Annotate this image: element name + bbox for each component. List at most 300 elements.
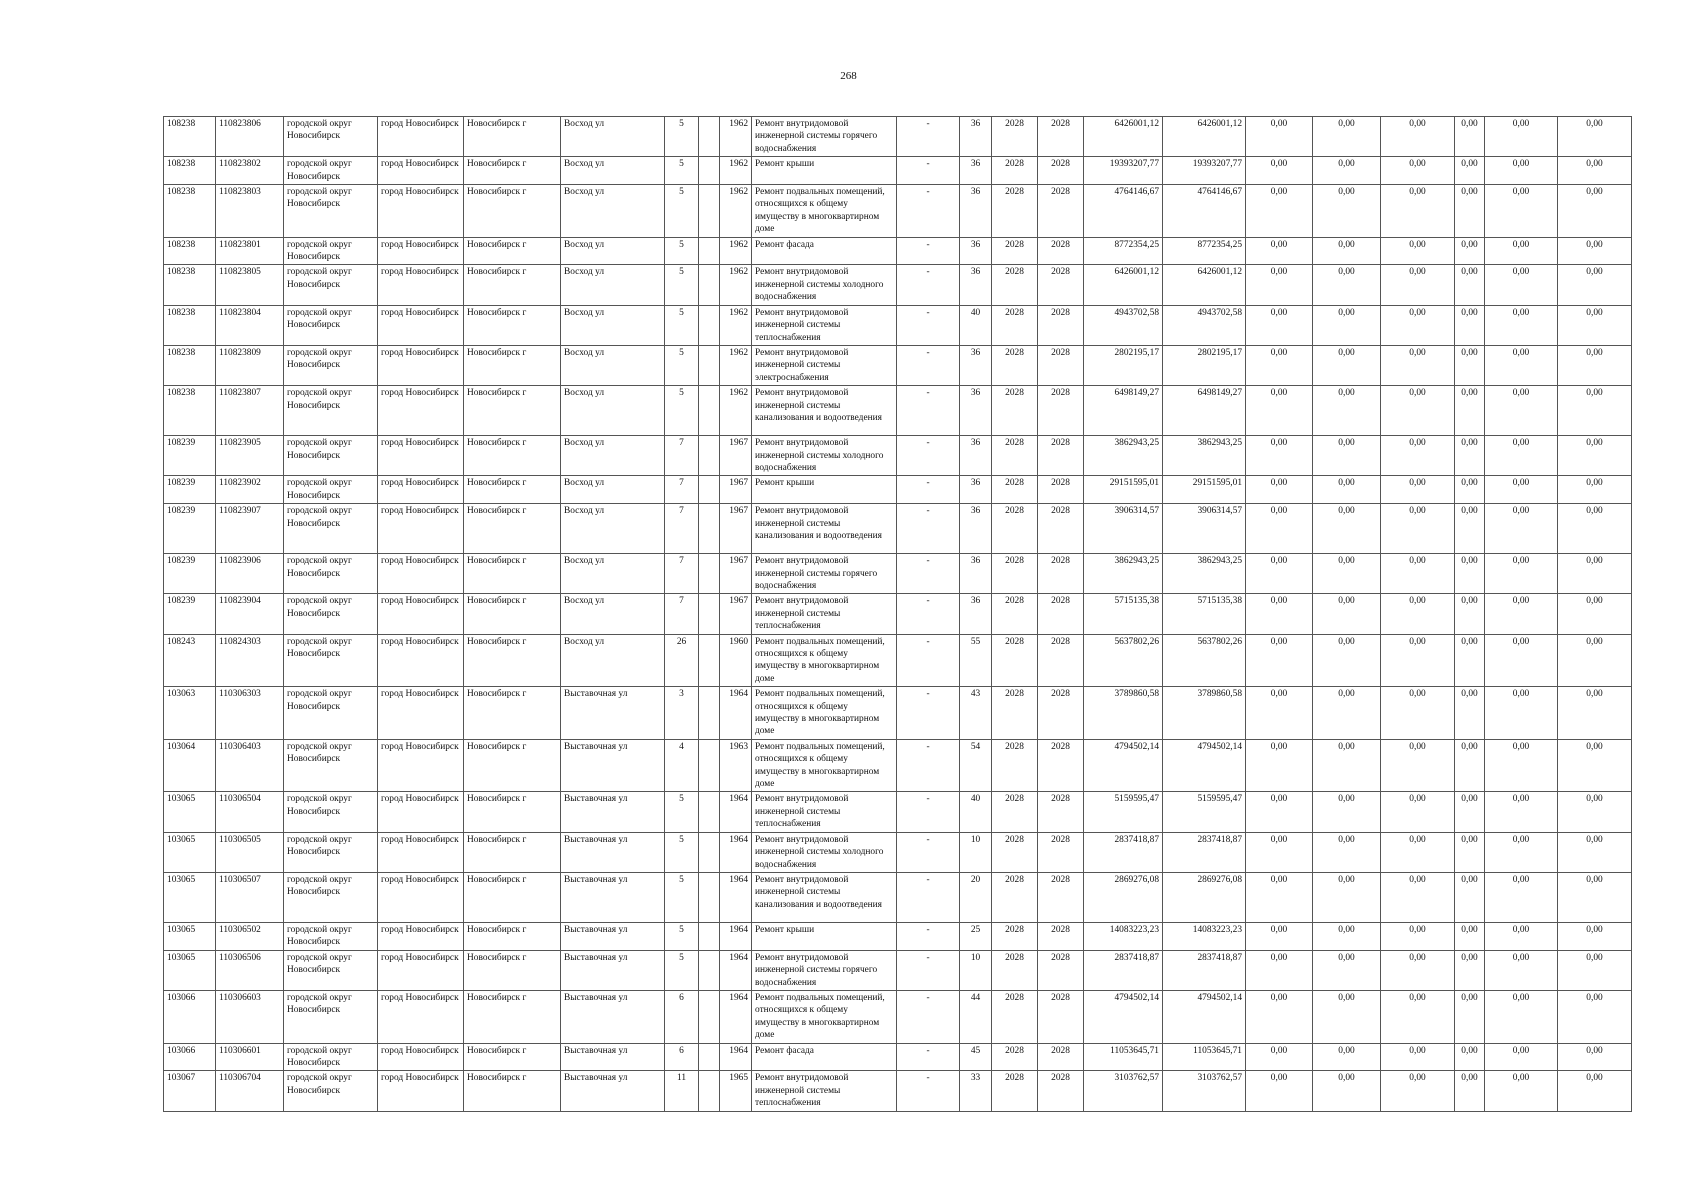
record-id-cell: 103066 (164, 1043, 216, 1071)
work-type-cell: Ремонт внутридомовой инженерной системы канализования и водоотведения (752, 872, 897, 922)
year-start-cell: 2028 (992, 922, 1038, 950)
fund-1-cell: 0,00 (1246, 237, 1313, 265)
cost-amount-cell: 6426001,12 (1163, 117, 1246, 157)
settlement-cell: город Новосибирск (378, 832, 464, 872)
fund-6-cell: 0,00 (1558, 476, 1632, 504)
fund-2-cell: 0,00 (1313, 922, 1381, 950)
table-row (164, 265, 1632, 305)
work-id-cell: 110306303 (216, 687, 284, 740)
year-start-cell: 2028 (992, 386, 1038, 436)
table-row (164, 436, 1632, 476)
municipality-cell: городской округ Новосибирск (284, 594, 378, 634)
note-cell: - (897, 950, 960, 990)
fund-4-cell: 0,00 (1455, 476, 1485, 504)
fund-5-cell: 0,00 (1485, 345, 1558, 385)
record-id-cell: 103065 (164, 792, 216, 832)
work-id-cell: 110306704 (216, 1071, 284, 1111)
street-cell: Восход ул (561, 554, 665, 594)
table-row (164, 950, 1632, 990)
house-number-cell: 5 (665, 792, 699, 832)
build-year-cell: 1962 (720, 386, 752, 436)
fund-1-cell: 0,00 (1246, 476, 1313, 504)
fund-2-cell: 0,00 (1313, 476, 1381, 504)
house-number-cell: 5 (665, 872, 699, 922)
note-cell: - (897, 1043, 960, 1071)
work-id-cell: 110823809 (216, 345, 284, 385)
city-cell: Новосибирск г (464, 739, 561, 792)
table-row (164, 117, 1632, 157)
year-end-cell: 2028 (1038, 185, 1084, 238)
year-start-cell: 2028 (992, 990, 1038, 1043)
total-cost-cell: 5637802,26 (1084, 634, 1163, 687)
year-end-cell: 2028 (1038, 305, 1084, 345)
work-id-cell: 110824303 (216, 634, 284, 687)
cost-amount-cell: 8772354,25 (1163, 237, 1246, 265)
city-cell: Новосибирск г (464, 117, 561, 157)
building-cell (699, 386, 720, 436)
work-id-cell: 110823802 (216, 157, 284, 185)
cost-amount-cell: 11053645,71 (1163, 1043, 1246, 1071)
fund-4-cell: 0,00 (1455, 739, 1485, 792)
fund-4-cell: 0,00 (1455, 345, 1485, 385)
work-type-cell: Ремонт крыши (752, 157, 897, 185)
building-cell (699, 305, 720, 345)
note-cell: - (897, 157, 960, 185)
fund-2-cell: 0,00 (1313, 185, 1381, 238)
work-id-cell: 110823907 (216, 504, 284, 554)
work-id-cell: 110306403 (216, 739, 284, 792)
total-cost-cell: 2869276,08 (1084, 872, 1163, 922)
fund-2-cell: 0,00 (1313, 1071, 1381, 1111)
fund-1-cell: 0,00 (1246, 185, 1313, 238)
total-cost-cell: 2802195,17 (1084, 345, 1163, 385)
fund-4-cell: 0,00 (1455, 265, 1485, 305)
total-cost-cell: 5715135,38 (1084, 594, 1163, 634)
year-end-cell: 2028 (1038, 990, 1084, 1043)
work-id-cell: 110823904 (216, 594, 284, 634)
fund-3-cell: 0,00 (1381, 436, 1455, 476)
house-number-cell: 26 (665, 634, 699, 687)
fund-2-cell: 0,00 (1313, 345, 1381, 385)
build-year-cell: 1962 (720, 157, 752, 185)
fund-4-cell: 0,00 (1455, 922, 1485, 950)
work-type-cell: Ремонт крыши (752, 922, 897, 950)
wear-percent-cell: 55 (960, 634, 992, 687)
street-cell: Восход ул (561, 594, 665, 634)
municipality-cell: городской округ Новосибирск (284, 305, 378, 345)
build-year-cell: 1964 (720, 687, 752, 740)
street-cell: Восход ул (561, 634, 665, 687)
street-cell: Восход ул (561, 185, 665, 238)
cost-amount-cell: 3789860,58 (1163, 687, 1246, 740)
building-cell (699, 265, 720, 305)
total-cost-cell: 11053645,71 (1084, 1043, 1163, 1071)
fund-6-cell: 0,00 (1558, 739, 1632, 792)
fund-4-cell: 0,00 (1455, 237, 1485, 265)
work-id-cell: 110306502 (216, 922, 284, 950)
record-id-cell: 103067 (164, 1071, 216, 1111)
fund-6-cell: 0,00 (1558, 117, 1632, 157)
city-cell: Новосибирск г (464, 157, 561, 185)
work-type-cell: Ремонт внутридомовой инженерной системы холодного водоснабжения (752, 832, 897, 872)
work-type-cell: Ремонт внутридомовой инженерной системы канализования и водоотведения (752, 386, 897, 436)
fund-4-cell: 0,00 (1455, 1043, 1485, 1071)
house-number-cell: 5 (665, 265, 699, 305)
building-cell (699, 950, 720, 990)
build-year-cell: 1962 (720, 265, 752, 305)
building-cell (699, 345, 720, 385)
city-cell: Новосибирск г (464, 1071, 561, 1111)
street-cell: Восход ул (561, 386, 665, 436)
house-number-cell: 7 (665, 436, 699, 476)
fund-4-cell: 0,00 (1455, 832, 1485, 872)
fund-6-cell: 0,00 (1558, 634, 1632, 687)
building-cell (699, 436, 720, 476)
record-id-cell: 108238 (164, 386, 216, 436)
building-cell (699, 832, 720, 872)
build-year-cell: 1963 (720, 739, 752, 792)
fund-5-cell: 0,00 (1485, 792, 1558, 832)
fund-4-cell: 0,00 (1455, 792, 1485, 832)
street-cell: Выставочная ул (561, 832, 665, 872)
fund-3-cell: 0,00 (1381, 305, 1455, 345)
fund-3-cell: 0,00 (1381, 117, 1455, 157)
settlement-cell: город Новосибирск (378, 476, 464, 504)
table-row (164, 832, 1632, 872)
total-cost-cell: 4764146,67 (1084, 185, 1163, 238)
building-cell (699, 872, 720, 922)
build-year-cell: 1964 (720, 990, 752, 1043)
year-start-cell: 2028 (992, 305, 1038, 345)
building-cell (699, 237, 720, 265)
municipality-cell: городской округ Новосибирск (284, 687, 378, 740)
build-year-cell: 1962 (720, 345, 752, 385)
house-number-cell: 11 (665, 1071, 699, 1111)
fund-6-cell: 0,00 (1558, 157, 1632, 185)
build-year-cell: 1962 (720, 185, 752, 238)
fund-3-cell: 0,00 (1381, 237, 1455, 265)
fund-2-cell: 0,00 (1313, 386, 1381, 436)
fund-5-cell: 0,00 (1485, 305, 1558, 345)
fund-4-cell: 0,00 (1455, 634, 1485, 687)
street-cell: Выставочная ул (561, 1043, 665, 1071)
note-cell: - (897, 594, 960, 634)
work-type-cell: Ремонт внутридомовой инженерной системы теплоснабжения (752, 305, 897, 345)
note-cell: - (897, 504, 960, 554)
settlement-cell: город Новосибирск (378, 185, 464, 238)
city-cell: Новосибирск г (464, 950, 561, 990)
year-end-cell: 2028 (1038, 554, 1084, 594)
note-cell: - (897, 476, 960, 504)
cost-amount-cell: 2802195,17 (1163, 345, 1246, 385)
house-number-cell: 5 (665, 117, 699, 157)
municipality-cell: городской округ Новосибирск (284, 1043, 378, 1071)
building-cell (699, 594, 720, 634)
note-cell: - (897, 436, 960, 476)
settlement-cell: город Новосибирск (378, 990, 464, 1043)
municipality-cell: городской округ Новосибирск (284, 436, 378, 476)
record-id-cell: 103065 (164, 872, 216, 922)
building-cell (699, 504, 720, 554)
house-number-cell: 5 (665, 345, 699, 385)
table-row (164, 185, 1632, 238)
building-cell (699, 185, 720, 238)
fund-6-cell: 0,00 (1558, 554, 1632, 594)
fund-3-cell: 0,00 (1381, 554, 1455, 594)
municipality-cell: городской округ Новосибирск (284, 792, 378, 832)
year-end-cell: 2028 (1038, 117, 1084, 157)
note-cell: - (897, 117, 960, 157)
fund-4-cell: 0,00 (1455, 185, 1485, 238)
year-start-cell: 2028 (992, 345, 1038, 385)
fund-1-cell: 0,00 (1246, 634, 1313, 687)
work-id-cell: 110306504 (216, 792, 284, 832)
record-id-cell: 108238 (164, 345, 216, 385)
fund-3-cell: 0,00 (1381, 594, 1455, 634)
fund-5-cell: 0,00 (1485, 687, 1558, 740)
fund-5-cell: 0,00 (1485, 185, 1558, 238)
fund-3-cell: 0,00 (1381, 739, 1455, 792)
fund-5-cell: 0,00 (1485, 950, 1558, 990)
year-start-cell: 2028 (992, 792, 1038, 832)
street-cell: Восход ул (561, 504, 665, 554)
record-id-cell: 108239 (164, 554, 216, 594)
fund-5-cell: 0,00 (1485, 739, 1558, 792)
total-cost-cell: 4794502,14 (1084, 739, 1163, 792)
fund-5-cell: 0,00 (1485, 594, 1558, 634)
wear-percent-cell: 36 (960, 185, 992, 238)
work-id-cell: 110823806 (216, 117, 284, 157)
city-cell: Новосибирск г (464, 634, 561, 687)
build-year-cell: 1964 (720, 832, 752, 872)
wear-percent-cell: 36 (960, 386, 992, 436)
wear-percent-cell: 10 (960, 832, 992, 872)
fund-1-cell: 0,00 (1246, 554, 1313, 594)
record-id-cell: 108238 (164, 237, 216, 265)
year-end-cell: 2028 (1038, 157, 1084, 185)
house-number-cell: 5 (665, 386, 699, 436)
year-end-cell: 2028 (1038, 386, 1084, 436)
cost-amount-cell: 19393207,77 (1163, 157, 1246, 185)
fund-6-cell: 0,00 (1558, 922, 1632, 950)
house-number-cell: 5 (665, 237, 699, 265)
fund-1-cell: 0,00 (1246, 305, 1313, 345)
fund-2-cell: 0,00 (1313, 872, 1381, 922)
fund-1-cell: 0,00 (1246, 436, 1313, 476)
year-start-cell: 2028 (992, 157, 1038, 185)
wear-percent-cell: 20 (960, 872, 992, 922)
fund-6-cell: 0,00 (1558, 687, 1632, 740)
cost-amount-cell: 2869276,08 (1163, 872, 1246, 922)
build-year-cell: 1962 (720, 117, 752, 157)
work-type-cell: Ремонт внутридомовой инженерной системы электроснабжения (752, 345, 897, 385)
fund-3-cell: 0,00 (1381, 345, 1455, 385)
fund-1-cell: 0,00 (1246, 950, 1313, 990)
wear-percent-cell: 36 (960, 554, 992, 594)
build-year-cell: 1967 (720, 476, 752, 504)
settlement-cell: город Новосибирск (378, 504, 464, 554)
city-cell: Новосибирск г (464, 990, 561, 1043)
work-id-cell: 110823905 (216, 436, 284, 476)
fund-3-cell: 0,00 (1381, 687, 1455, 740)
fund-3-cell: 0,00 (1381, 634, 1455, 687)
total-cost-cell: 5159595,47 (1084, 792, 1163, 832)
table-row (164, 554, 1632, 594)
record-id-cell: 108238 (164, 305, 216, 345)
cost-amount-cell: 29151595,01 (1163, 476, 1246, 504)
build-year-cell: 1965 (720, 1071, 752, 1111)
work-type-cell: Ремонт внутридомовой инженерной системы канализования и водоотведения (752, 504, 897, 554)
build-year-cell: 1964 (720, 872, 752, 922)
municipality-cell: городской округ Новосибирск (284, 117, 378, 157)
house-number-cell: 6 (665, 990, 699, 1043)
total-cost-cell: 29151595,01 (1084, 476, 1163, 504)
building-cell (699, 554, 720, 594)
build-year-cell: 1967 (720, 554, 752, 594)
build-year-cell: 1967 (720, 594, 752, 634)
work-id-cell: 110306601 (216, 1043, 284, 1071)
work-type-cell: Ремонт подвальных помещений, относящихся к общему имуществу в многоквартирном доме (752, 687, 897, 740)
fund-5-cell: 0,00 (1485, 436, 1558, 476)
fund-2-cell: 0,00 (1313, 634, 1381, 687)
fund-1-cell: 0,00 (1246, 117, 1313, 157)
fund-2-cell: 0,00 (1313, 594, 1381, 634)
cost-amount-cell: 5715135,38 (1163, 594, 1246, 634)
house-number-cell: 4 (665, 739, 699, 792)
fund-3-cell: 0,00 (1381, 386, 1455, 436)
work-type-cell: Ремонт внутридомовой инженерной системы теплоснабжения (752, 1071, 897, 1111)
build-year-cell: 1964 (720, 922, 752, 950)
work-type-cell: Ремонт крыши (752, 476, 897, 504)
page-number: 268 (840, 70, 857, 82)
municipality-cell: городской округ Новосибирск (284, 990, 378, 1043)
note-cell: - (897, 990, 960, 1043)
house-number-cell: 7 (665, 554, 699, 594)
city-cell: Новосибирск г (464, 792, 561, 832)
fund-5-cell: 0,00 (1485, 990, 1558, 1043)
total-cost-cell: 6426001,12 (1084, 117, 1163, 157)
fund-4-cell: 0,00 (1455, 504, 1485, 554)
work-type-cell: Ремонт фасада (752, 1043, 897, 1071)
street-cell: Выставочная ул (561, 950, 665, 990)
build-year-cell: 1964 (720, 1043, 752, 1071)
fund-2-cell: 0,00 (1313, 1043, 1381, 1071)
house-number-cell: 5 (665, 185, 699, 238)
wear-percent-cell: 40 (960, 792, 992, 832)
municipality-cell: городской округ Новосибирск (284, 237, 378, 265)
municipality-cell: городской округ Новосибирск (284, 386, 378, 436)
fund-4-cell: 0,00 (1455, 1071, 1485, 1111)
record-id-cell: 103065 (164, 950, 216, 990)
street-cell: Выставочная ул (561, 872, 665, 922)
year-start-cell: 2028 (992, 504, 1038, 554)
municipality-cell: городской округ Новосибирск (284, 504, 378, 554)
table-row (164, 345, 1632, 385)
fund-5-cell: 0,00 (1485, 832, 1558, 872)
year-start-cell: 2028 (992, 1043, 1038, 1071)
fund-6-cell: 0,00 (1558, 436, 1632, 476)
wear-percent-cell: 44 (960, 990, 992, 1043)
year-start-cell: 2028 (992, 185, 1038, 238)
work-id-cell: 110306603 (216, 990, 284, 1043)
city-cell: Новосибирск г (464, 185, 561, 238)
wear-percent-cell: 10 (960, 950, 992, 990)
fund-5-cell: 0,00 (1485, 922, 1558, 950)
note-cell: - (897, 739, 960, 792)
cost-amount-cell: 3906314,57 (1163, 504, 1246, 554)
note-cell: - (897, 265, 960, 305)
note-cell: - (897, 237, 960, 265)
house-number-cell: 5 (665, 832, 699, 872)
total-cost-cell: 2837418,87 (1084, 832, 1163, 872)
settlement-cell: город Новосибирск (378, 157, 464, 185)
table-row (164, 687, 1632, 740)
year-end-cell: 2028 (1038, 792, 1084, 832)
cost-amount-cell: 5159595,47 (1163, 792, 1246, 832)
year-start-cell: 2028 (992, 634, 1038, 687)
table-row (164, 739, 1632, 792)
fund-1-cell: 0,00 (1246, 265, 1313, 305)
table-row (164, 476, 1632, 504)
building-cell (699, 1071, 720, 1111)
work-id-cell: 110823807 (216, 386, 284, 436)
house-number-cell: 7 (665, 476, 699, 504)
year-end-cell: 2028 (1038, 1071, 1084, 1111)
record-id-cell: 108238 (164, 265, 216, 305)
building-cell (699, 117, 720, 157)
settlement-cell: город Новосибирск (378, 237, 464, 265)
record-id-cell: 108238 (164, 157, 216, 185)
settlement-cell: город Новосибирск (378, 922, 464, 950)
settlement-cell: город Новосибирск (378, 1043, 464, 1071)
settlement-cell: город Новосибирск (378, 554, 464, 594)
note-cell: - (897, 634, 960, 687)
table-row (164, 504, 1632, 554)
fund-2-cell: 0,00 (1313, 305, 1381, 345)
note-cell: - (897, 872, 960, 922)
table-row (164, 1043, 1632, 1071)
record-id-cell: 103065 (164, 832, 216, 872)
total-cost-cell: 14083223,23 (1084, 922, 1163, 950)
fund-1-cell: 0,00 (1246, 157, 1313, 185)
work-type-cell: Ремонт внутридомовой инженерной системы теплоснабжения (752, 594, 897, 634)
settlement-cell: город Новосибирск (378, 265, 464, 305)
fund-4-cell: 0,00 (1455, 872, 1485, 922)
cost-amount-cell: 6426001,12 (1163, 265, 1246, 305)
work-type-cell: Ремонт внутридомовой инженерной системы горячего водоснабжения (752, 950, 897, 990)
total-cost-cell: 6498149,27 (1084, 386, 1163, 436)
fund-2-cell: 0,00 (1313, 504, 1381, 554)
note-cell: - (897, 687, 960, 740)
year-start-cell: 2028 (992, 476, 1038, 504)
total-cost-cell: 3789860,58 (1084, 687, 1163, 740)
work-id-cell: 110823803 (216, 185, 284, 238)
work-type-cell: Ремонт подвальных помещений, относящихся к общему имуществу в многоквартирном доме (752, 990, 897, 1043)
year-end-cell: 2028 (1038, 872, 1084, 922)
fund-1-cell: 0,00 (1246, 594, 1313, 634)
work-id-cell: 110306506 (216, 950, 284, 990)
fund-5-cell: 0,00 (1485, 265, 1558, 305)
fund-5-cell: 0,00 (1485, 554, 1558, 594)
record-id-cell: 108243 (164, 634, 216, 687)
settlement-cell: город Новосибирск (378, 594, 464, 634)
record-id-cell: 108238 (164, 117, 216, 157)
table-row (164, 594, 1632, 634)
street-cell: Выставочная ул (561, 792, 665, 832)
building-cell (699, 990, 720, 1043)
fund-3-cell: 0,00 (1381, 792, 1455, 832)
work-id-cell: 110823801 (216, 237, 284, 265)
